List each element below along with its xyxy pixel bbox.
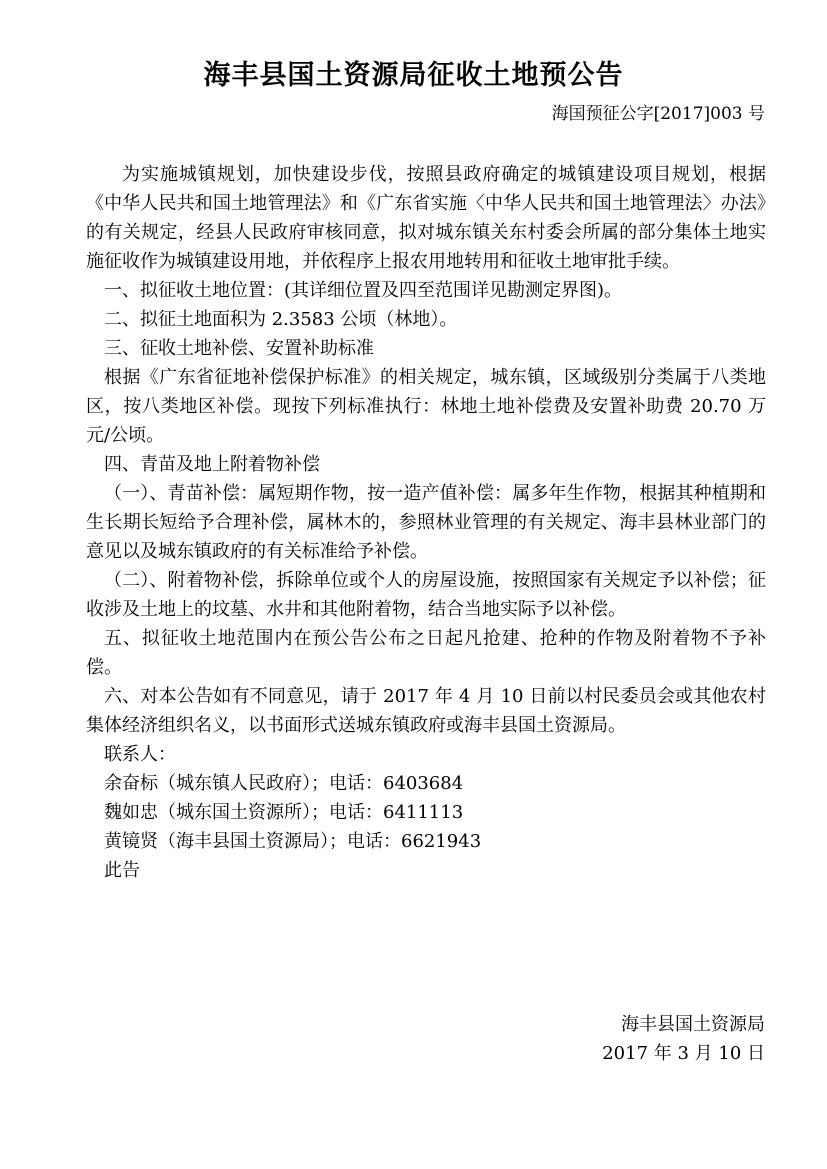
closing-text: 此告	[104, 860, 140, 881]
contacts-section	[86, 740, 766, 885]
paragraph-item-5: 五、拟征收土地范围内在预公告公布之日起凡抢建、抢种的作物及附着物不予补偿。	[86, 628, 766, 678]
issue-date: 2017 年 3 月 10 日	[602, 1043, 765, 1064]
paragraph-item-3-body: 根据《广东省征地补偿保护标准》的相关规定，城东镇，区域级别分类属于八类地区，按八类地区补偿。现按下列标准执行：林地土地补偿费及安置补助费 20.70 万元/公顷。	[86, 367, 766, 446]
paragraph-item-4-sub-1: （一）、青苗补偿：属短期作物，按一造产值补偿：属多年生作物，根据其种植期和生长期长短给予合理补偿，属林木的，参照林业管理的有关规定、海丰县林业部门的意见以及城东镇政府的有关标准给予补偿。	[86, 483, 766, 562]
paragraph-item-4-sub-2: （二）、附着物补偿，拆除单位或个人的房屋设施，按照国家有关规定予以补偿；征收涉及土地上的坟墓、水井和其他附着物，结合当地实际予以补偿。	[86, 570, 766, 620]
paragraph-intro: 为实施城镇规划，加快建设步伐，按照县政府确定的城镇建设项目规划，根据《中华人民共和国土地管理法》和《广东省实施〈中华人民共和国土地管理法〉办法》的有关规定，经县人民政府审核同意，拟对城东镇关东村委会所属的部分集体土地实施征收作为城镇建设用地，并依程序上报农用地转用和征收土地审批手续。	[86, 164, 766, 272]
document-title: 海丰县国土资源局征收土地预公告	[203, 60, 624, 91]
contact-item: 余奋标（城东镇人民政府）；电话：6403684	[104, 773, 464, 794]
contacts-label: 联系人：	[104, 744, 176, 765]
contact-item: 黄镜贤（海丰县国土资源局）；电话：6621943	[104, 831, 482, 852]
paragraph-item-1: 一、拟征收土地位置：(其详细位置及四至范围详见勘测定界图)。	[104, 280, 623, 301]
contact-item: 魏如忠（城东国土资源所）；电话：6411113	[104, 802, 464, 823]
paragraph-item-6: 六、对本公告如有不同意见，请于 2017 年 4 月 10 日前以村民委员会或其他农村集体经济组织名义，以书面形式送城东镇政府或海丰县国土资源局。	[86, 686, 766, 736]
paragraph-item-2: 二、拟征土地面积为 2.3583 公顷（林地）。	[104, 309, 458, 330]
paragraph-item-4: 四、青苗及地上附着物补偿	[104, 454, 320, 475]
issuer-name: 海丰县国土资源局	[621, 1014, 765, 1035]
paragraph-item-3: 三、征收土地补偿、安置补助标准	[104, 338, 374, 359]
document-number: 海国预征公字[2017]003 号	[551, 104, 765, 124]
signoff-block	[602, 1010, 765, 1068]
document-body	[86, 160, 766, 885]
